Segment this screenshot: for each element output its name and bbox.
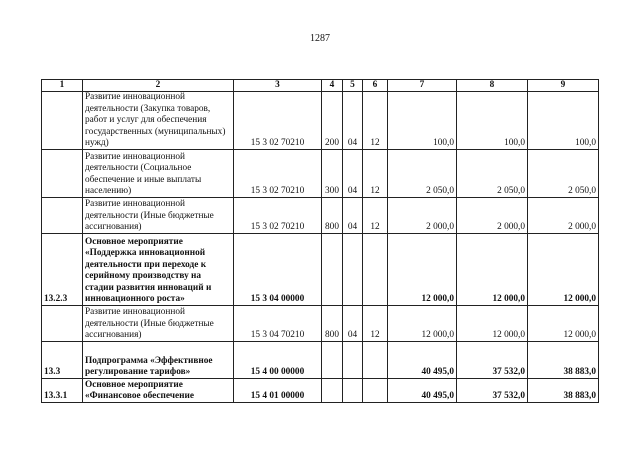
header-cell: 6: [363, 80, 388, 92]
row-c5: [343, 342, 363, 379]
row-c5: [343, 379, 363, 403]
header-cell: 8: [457, 80, 528, 92]
row-value-9: 38 883,0: [528, 342, 599, 379]
row-c6: 12: [363, 306, 388, 342]
row-value-8: 2 000,0: [457, 198, 528, 234]
table-header-row: [42, 80, 599, 92]
row-value-7: 12 000,0: [388, 234, 457, 306]
row-c4: 200: [322, 92, 343, 150]
table-row: [42, 234, 599, 306]
row-value-8: 2 050,0: [457, 150, 528, 198]
row-code: 15 3 04 70210: [234, 306, 322, 342]
row-value-7: 40 495,0: [388, 342, 457, 379]
row-index: [42, 306, 83, 342]
table-row: [42, 198, 599, 234]
header-cell: 9: [528, 80, 599, 92]
table-row: [42, 92, 599, 150]
table-row: [42, 379, 599, 403]
row-code: 15 4 01 00000: [234, 379, 322, 403]
table-row: [42, 150, 599, 198]
row-name: Основное мероприятие «Поддержка инновационной деятельности при переходе к серийному производству на стадии развития инноваций и инновационного роста»: [83, 234, 234, 306]
page-number: 1287: [310, 33, 330, 44]
row-value-7: 40 495,0: [388, 379, 457, 403]
row-name: Подпрограмма «Эффективное регулирование тарифов»: [83, 342, 234, 379]
row-index: [42, 92, 83, 150]
row-c5: [343, 234, 363, 306]
row-value-9: 2 000,0: [528, 198, 599, 234]
header-cell: 5: [343, 80, 363, 92]
header-cell: 4: [322, 80, 343, 92]
row-index: [42, 198, 83, 234]
row-value-9: 38 883,0: [528, 379, 599, 403]
row-value-7: 12 000,0: [388, 306, 457, 342]
budget-table: [41, 79, 599, 403]
row-c5: 04: [343, 92, 363, 150]
row-c4: [322, 234, 343, 306]
row-value-7: 100,0: [388, 92, 457, 150]
row-c6: 12: [363, 92, 388, 150]
row-code: 15 3 04 00000: [234, 234, 322, 306]
row-name: Развитие инновационной деятельности (Иные бюджетные ассигнования): [83, 306, 234, 342]
header-cell: 1: [42, 80, 83, 92]
row-code: 15 3 02 70210: [234, 198, 322, 234]
row-c5: 04: [343, 306, 363, 342]
row-code: 15 4 00 00000: [234, 342, 322, 379]
header-cell: 7: [388, 80, 457, 92]
row-value-9: 100,0: [528, 92, 599, 150]
row-code: 15 3 02 70210: [234, 92, 322, 150]
row-code: 15 3 02 70210: [234, 150, 322, 198]
header-cell: 3: [234, 80, 322, 92]
row-c4: [322, 342, 343, 379]
row-c5: 04: [343, 198, 363, 234]
table-row: [42, 342, 599, 379]
row-value-9: 12 000,0: [528, 234, 599, 306]
row-value-8: 37 532,0: [457, 379, 528, 403]
row-value-8: 12 000,0: [457, 306, 528, 342]
row-index: 13.3.1: [42, 379, 83, 403]
header-cell: 2: [83, 80, 234, 92]
row-c4: 800: [322, 198, 343, 234]
row-value-7: 2 050,0: [388, 150, 457, 198]
row-index: [42, 150, 83, 198]
row-c6: [363, 342, 388, 379]
row-value-9: 12 000,0: [528, 306, 599, 342]
row-value-8: 12 000,0: [457, 234, 528, 306]
row-value-7: 2 000,0: [388, 198, 457, 234]
row-index: 13.3: [42, 342, 83, 379]
row-c4: 300: [322, 150, 343, 198]
row-name: Основное мероприятие «Финансовое обеспечение: [83, 379, 234, 403]
row-c4: 800: [322, 306, 343, 342]
row-c6: [363, 379, 388, 403]
row-c4: [322, 379, 343, 403]
table-row: [42, 306, 599, 342]
row-c6: [363, 234, 388, 306]
row-value-8: 100,0: [457, 92, 528, 150]
row-c6: 12: [363, 150, 388, 198]
row-name: Развитие инновационной деятельности (Социальное обеспечение и иные выплаты населению): [83, 150, 234, 198]
row-c6: 12: [363, 198, 388, 234]
row-value-8: 37 532,0: [457, 342, 528, 379]
row-name: Развитие инновационной деятельности (Иные бюджетные ассигнования): [83, 198, 234, 234]
row-c5: 04: [343, 150, 363, 198]
row-index: 13.2.3: [42, 234, 83, 306]
row-name: Развитие инновационной деятельности (Закупка товаров, работ и услуг для обеспечения государственных (муниципальных) нужд): [83, 92, 234, 150]
row-value-9: 2 050,0: [528, 150, 599, 198]
